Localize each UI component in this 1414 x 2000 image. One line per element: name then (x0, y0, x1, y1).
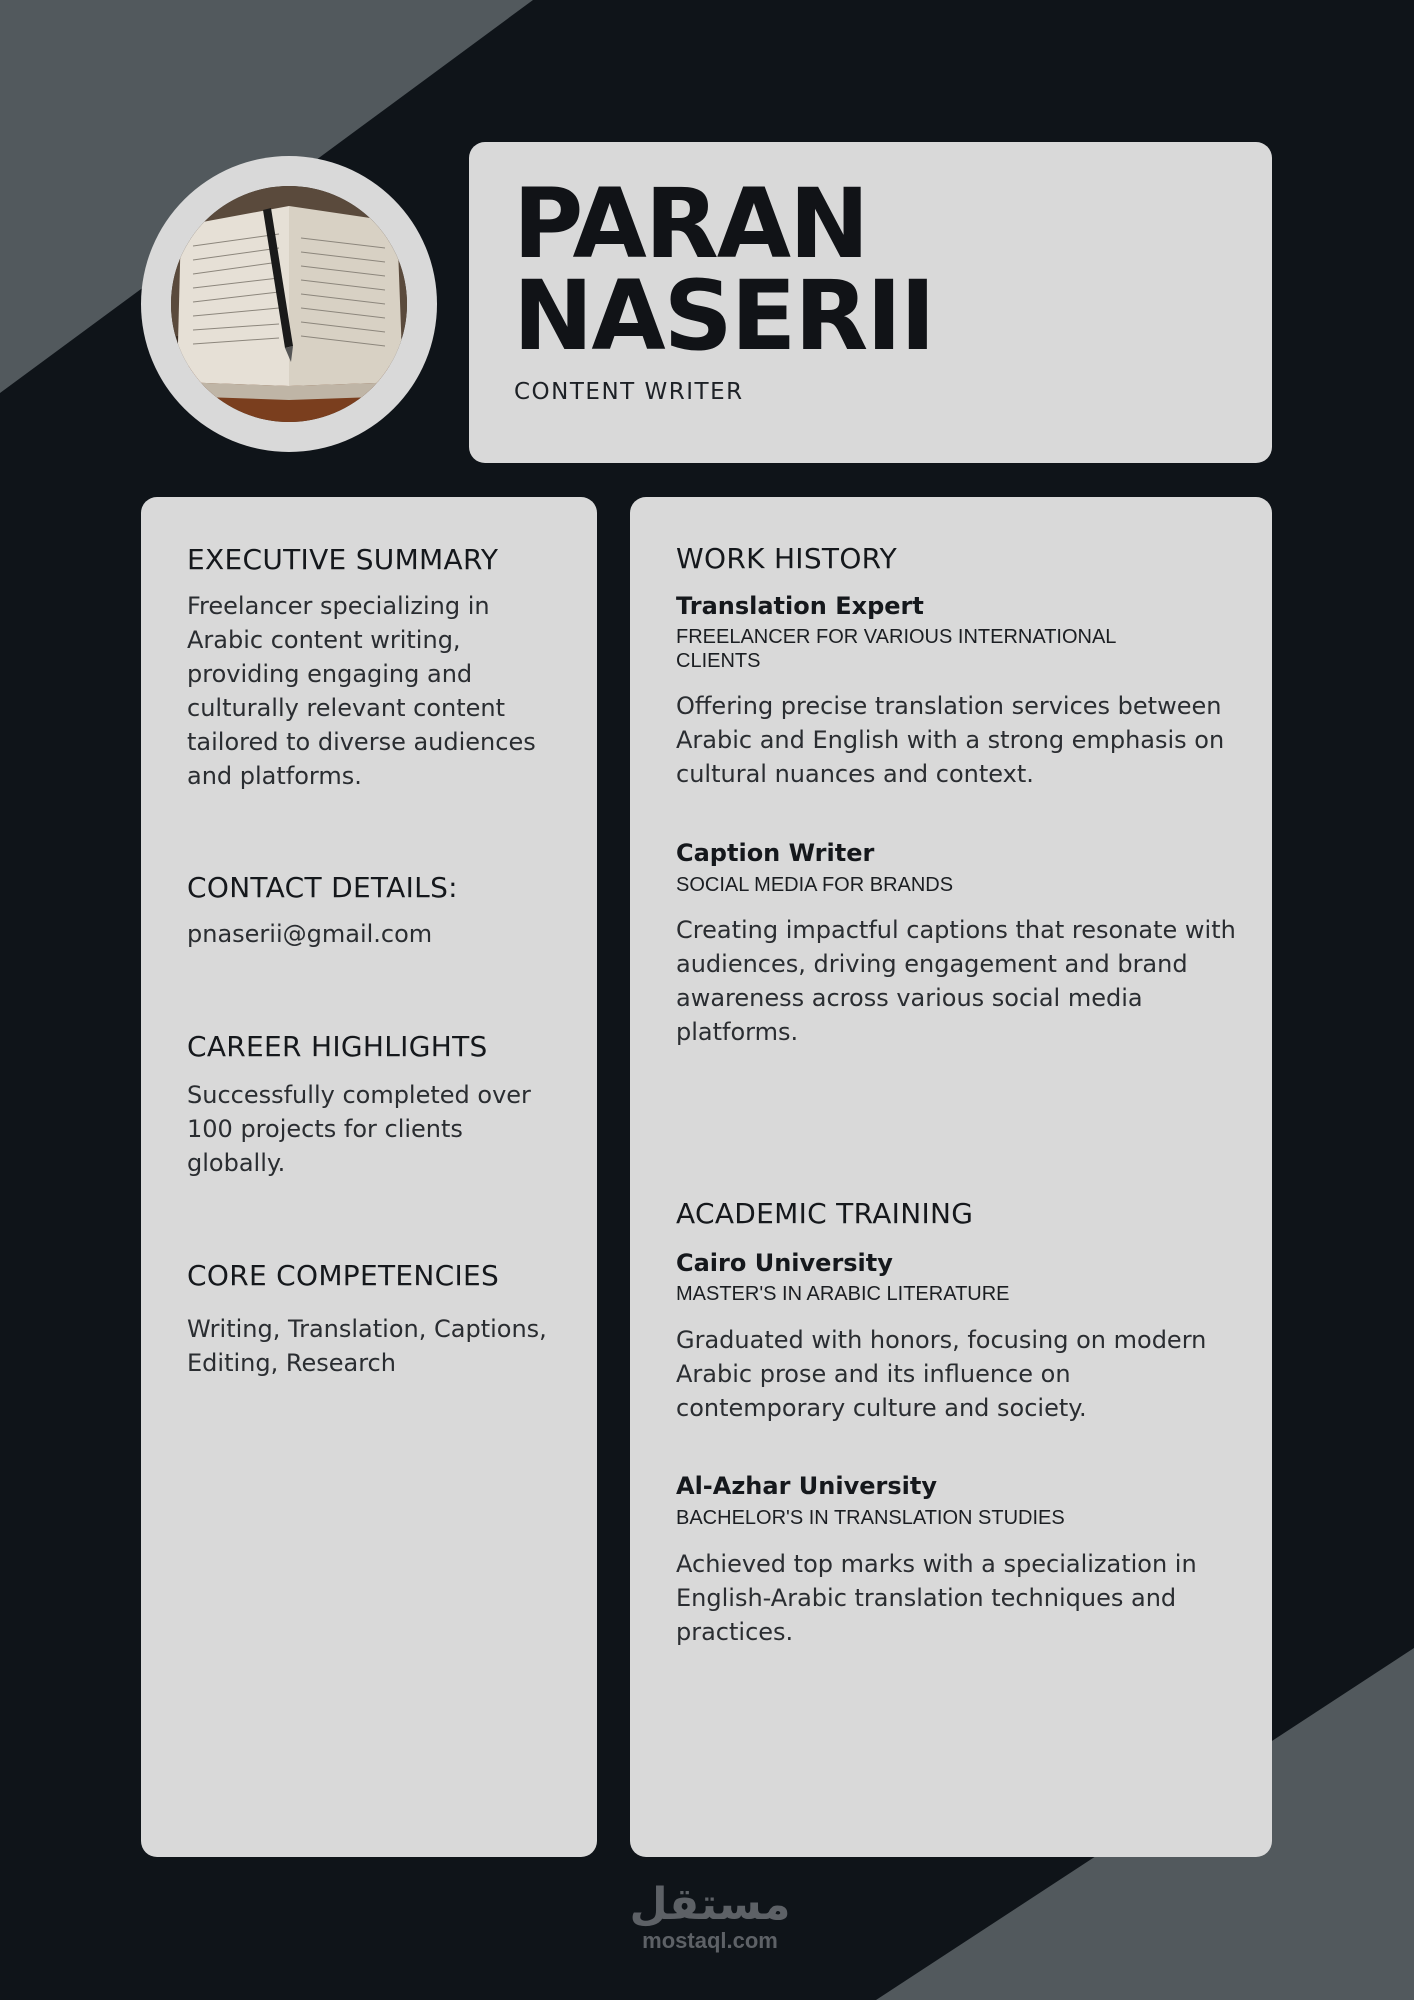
name-last: NASERII (513, 260, 934, 372)
executive-summary-heading: EXECUTIVE SUMMARY (187, 543, 499, 576)
watermark-arabic-logo: مستقل (629, 1879, 791, 1930)
contact-details-heading: CONTACT DETAILS: (187, 871, 458, 904)
watermark-domain: mostaql.com (642, 1928, 778, 1953)
job-title: Translation Expert (676, 592, 924, 620)
core-competencies-text: Writing, Translation, Captions, Editing, Research (187, 1315, 547, 1377)
contact-email[interactable]: pnaserii@gmail.com (187, 920, 433, 948)
left-column-card (141, 497, 597, 1857)
work-history-heading: WORK HISTORY (676, 542, 898, 575)
school-degree: BACHELOR'S IN TRANSLATION STUDIES (676, 1507, 1065, 1529)
job-description: Offering precise translation services between Arabic and English with a strong emphasis on cultural nuances and context. (676, 692, 1225, 788)
job-role: CONTENT WRITER (514, 379, 744, 405)
full-name (513, 168, 934, 372)
right-column-card (630, 497, 1272, 1857)
executive-summary-text: Freelancer specializing in Arabic content writing, providing engaging and culturally relevant content tailored to diverse audiences and platforms. (187, 592, 536, 790)
name-first: PARAN (513, 168, 868, 280)
profile-photo-frame (141, 156, 437, 452)
open-book-with-pen-photo (171, 186, 407, 422)
school-name: Cairo University (676, 1249, 893, 1277)
mostaql-watermark (620, 1879, 800, 1954)
core-competencies-heading: CORE COMPETENCIES (187, 1259, 500, 1292)
school-description: Graduated with honors, focusing on modern Arabic prose and its influence on contemporary culture and society. (676, 1326, 1207, 1422)
name-card (469, 142, 1272, 463)
school-degree: MASTER'S IN ARABIC LITERATURE (676, 1283, 1010, 1305)
career-highlights-heading: CAREER HIGHLIGHTS (187, 1030, 488, 1063)
career-highlights-text: Successfully completed over 100 projects for clients globally. (187, 1081, 531, 1177)
job-employer: SOCIAL MEDIA FOR BRANDS (676, 874, 954, 896)
job-employer: FREELANCER FOR VARIOUS INTERNATIONAL CLIENTS (676, 626, 1116, 672)
school-name: Al-Azhar University (676, 1472, 937, 1500)
school-description: Achieved top marks with a specialization in English-Arabic translation techniques and practices. (676, 1550, 1197, 1646)
job-title: Caption Writer (676, 839, 875, 867)
job-description: Creating impactful captions that resonate with audiences, driving engagement and brand awareness across various social media platforms. (676, 916, 1236, 1046)
academic-training-heading: ACADEMIC TRAINING (676, 1197, 974, 1230)
